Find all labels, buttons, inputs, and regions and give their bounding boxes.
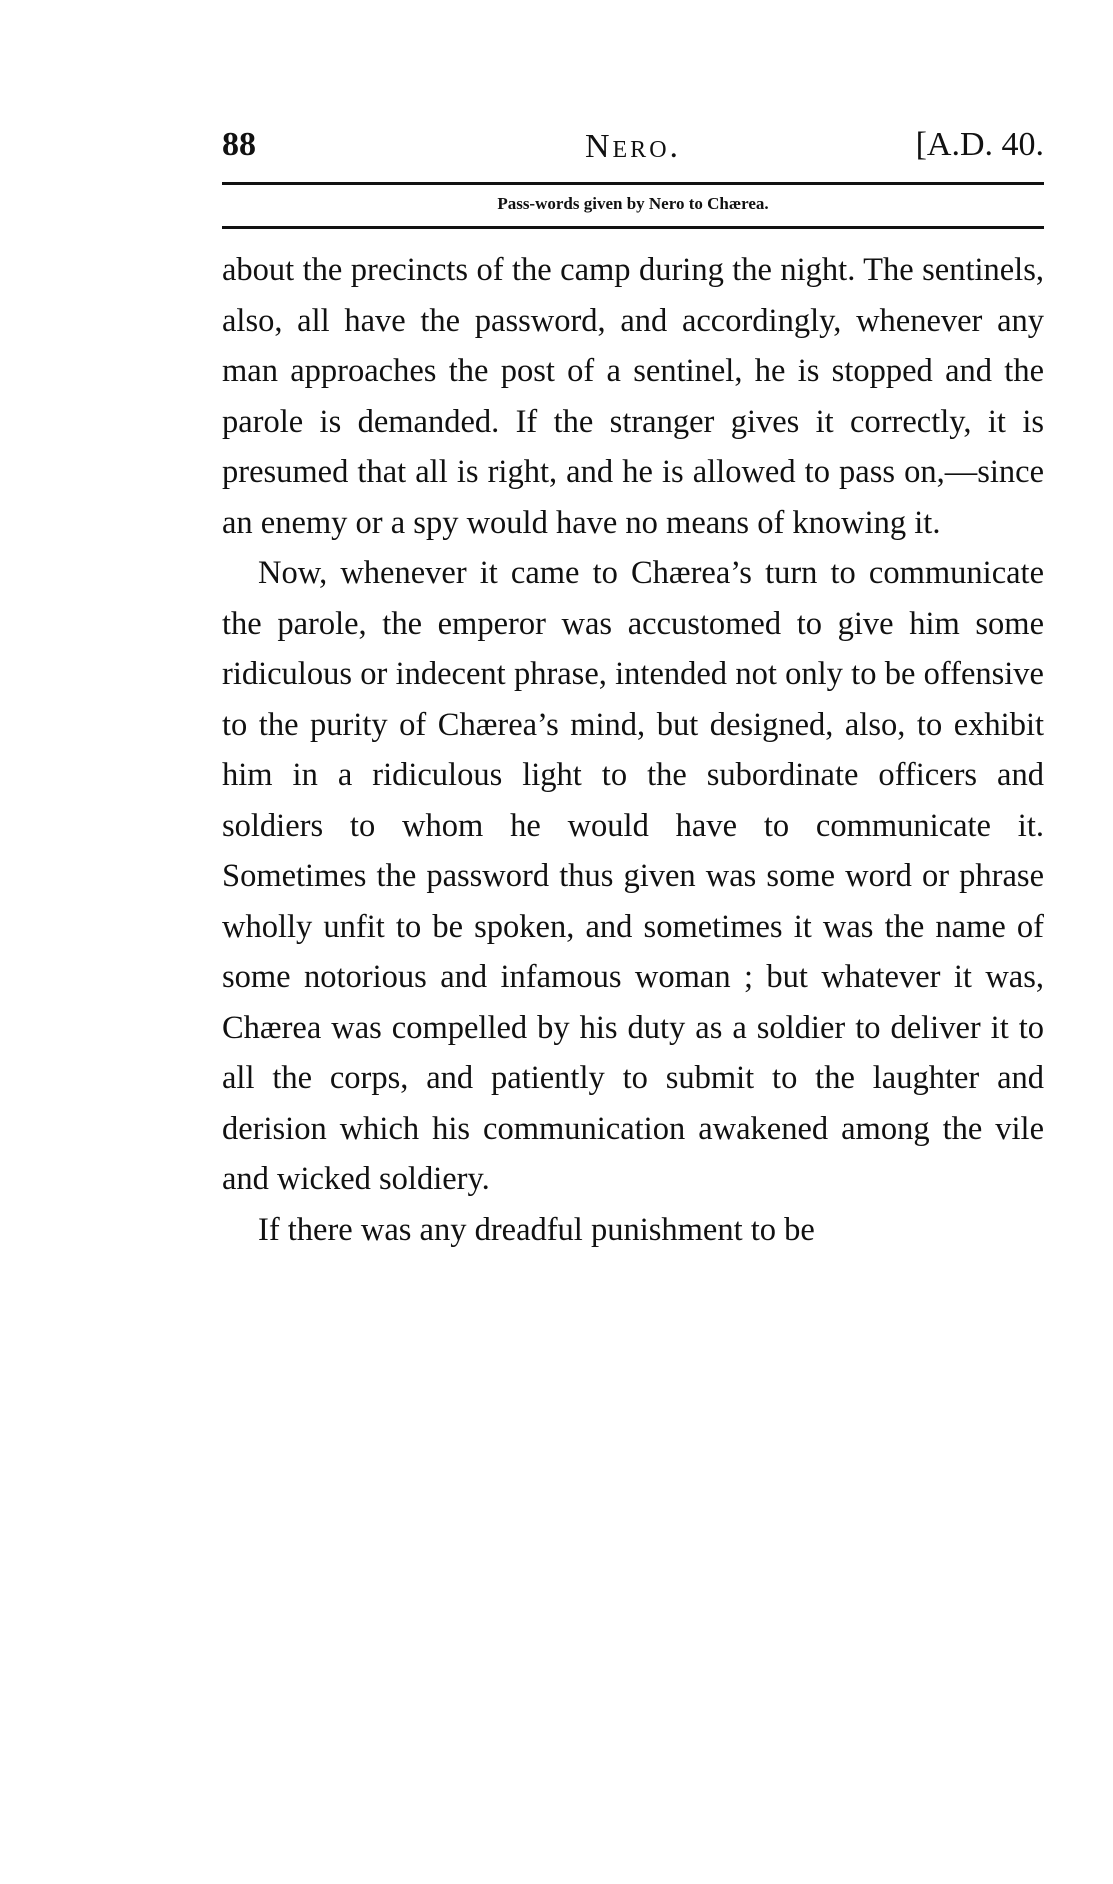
paragraph: Now, whenever it came to Chærea’s turn to communicate the parole, the emperor was accustomed to give him some ridiculous or indecent phrase, intended not only to be offensive to the purity of Chærea’s mind, but designed, also, to exhibit him in a ridiculous light to the subordinate officers and soldiers to whom he would have to communicate it. Sometimes the password thus given was some word or phrase wholly unfit to be spoken, and sometimes it was the name of some notorious and infamous woman ; but whatever it was, Chærea was compelled by his duty as a soldier to deliver it to all the corps, and patiently to submit to the laughter and derision which his communication awakened among the vile and wicked soldiery.	[222, 555, 1044, 1197]
running-head	[222, 120, 1044, 176]
running-date: [A.D. 40.	[915, 126, 1044, 163]
section-caption: Pass-words given by Nero to Chærea.	[497, 194, 769, 213]
book-page	[222, 120, 1044, 1255]
page-number: 88	[222, 126, 256, 163]
paragraph: about the precincts of the camp during the night. The sentinels, also, all have the password, and accordingly, whenever any man approaches the post of a sentinel, he is stopped and the parole is demanded. If the stranger gives it correctly, it is presumed that all is right, and he is allowed to pass on,—since an enemy or a spy would have no means of knowing it.	[222, 252, 1044, 541]
paragraph: If there was any dreadful punishment to be	[258, 1211, 815, 1248]
header-rule-bottom	[222, 226, 1044, 229]
running-title: Nero.	[584, 128, 682, 165]
body-text	[222, 245, 1044, 1255]
